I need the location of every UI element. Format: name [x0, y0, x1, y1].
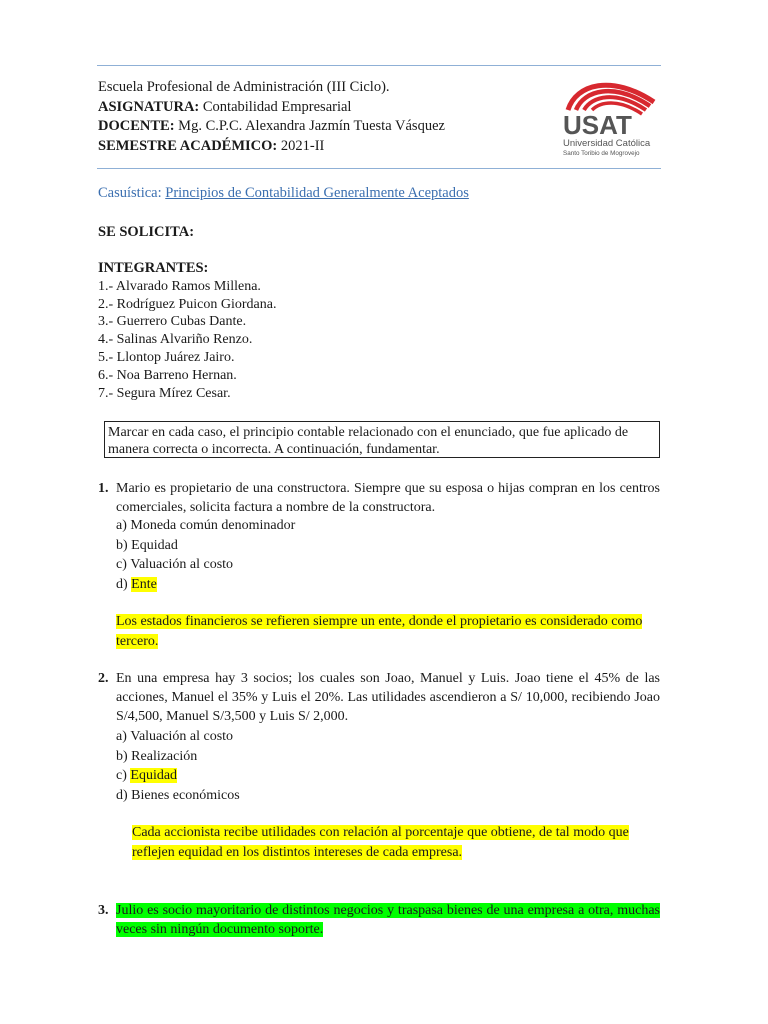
docente-line — [98, 117, 445, 137]
asignatura-line — [98, 98, 445, 118]
question-text: Mario es propietario de una constructora. Siempre que su esposa o hijas compran en los centros comerciales, solicita factura a nombre de la constructora. — [116, 481, 660, 515]
question-text: Julio es socio mayoritario de distintos negocios y traspasa bienes de una empresa a otra, muchas veces sin ningún documento soporte. — [116, 903, 660, 937]
integrante-item: 6.- Noa Barreno Hernan. — [98, 367, 237, 383]
header-top-rule — [97, 65, 661, 66]
question-2-options — [116, 727, 240, 805]
integrante-item: 4.- Salinas Alvariño Renzo. — [98, 332, 253, 348]
header-block — [98, 78, 445, 156]
option-c[interactable]: c) Valuación al costo — [116, 557, 234, 572]
logo-wordmark: USAT — [563, 110, 632, 140]
question-text: En una empresa hay 3 socios; los cuales son Joao, Manuel y Luis. Joao tiene el 45% de las acciones, Manuel el 35% y Luis el 20%. Las utilidades ascendieron a S/ 10,000, recibiendo Joao S/4,500, Manuel S/3,500 y Luis S/ 2,000. — [116, 671, 660, 724]
asignatura-label: ASIGNATURA: — [98, 98, 200, 115]
option-d[interactable]: d) Bienes económicos — [116, 787, 240, 803]
integrante-item: 5.- Llontop Juárez Jairo. — [98, 349, 235, 365]
casuistica-line — [98, 185, 469, 202]
option-b[interactable]: b) Equidad — [116, 537, 178, 553]
instructions-box: Marcar en cada caso, el principio contable relacionado con el enunciado, que fue aplicado de manera correcta o incorrecta. A continuación, fundamentar. — [104, 421, 660, 458]
option-a[interactable]: a) Valuación al costo — [116, 729, 234, 744]
question-number: 3. — [98, 903, 109, 918]
integrantes-title: INTEGRANTES: — [98, 260, 209, 276]
se-solicita-heading: SE SOLICITA: — [98, 224, 195, 240]
docente-label: DOCENTE: — [98, 118, 175, 134]
asignatura-value: Contabilidad Empresarial — [202, 98, 352, 115]
usat-logo — [562, 72, 662, 162]
question-number: 2. — [98, 671, 109, 686]
docente-value: Mg. C.P.C. Alexandra Jazmín Tuesta Vásquez — [178, 118, 445, 134]
header-bottom-rule — [97, 168, 661, 169]
question-1-options — [116, 516, 295, 594]
integrantes-block — [98, 260, 276, 402]
integrante-item: 2.- Rodríguez Puicon Giordana. — [98, 296, 277, 312]
integrante-item: 1.- Alvarado Ramos Millena. — [98, 278, 261, 294]
option-a[interactable]: a) Moneda común denominador — [116, 518, 296, 533]
casuistica-label: Casuística: — [98, 185, 162, 201]
question-1-explanation — [116, 612, 660, 651]
option-d[interactable]: d) Ente — [116, 576, 157, 592]
integrante-item: 7.- Segura Mírez Cesar. — [98, 385, 231, 401]
question-2-explanation — [132, 823, 652, 862]
integrante-item: 3.- Guerrero Cubas Dante. — [98, 314, 247, 330]
semestre-label: SEMESTRE ACADÉMICO: — [98, 137, 278, 154]
option-c[interactable]: c) Equidad — [116, 768, 178, 783]
semestre-value: 2021-II — [280, 137, 325, 154]
casuistica-link[interactable]: Principios de Contabilidad Generalmente Aceptados — [165, 185, 469, 201]
logo-line1: Universidad Católica — [563, 138, 651, 149]
semestre-line — [98, 137, 445, 157]
explanation-text: Los estados financieros se refieren siempre un ente, donde el propietario es considerado como tercero. — [116, 614, 643, 649]
option-b[interactable]: b) Realización — [116, 748, 198, 764]
explanation-text: Cada accionista recibe utilidades con relación al porcentaje que obtiene, de tal modo que reflejen equidad en los distintos intereses de cada empresa. — [132, 825, 629, 860]
logo-line2: Santo Toribio de Mogrovejo — [563, 150, 640, 157]
school-line: Escuela Profesional de Administración (III Ciclo). — [98, 79, 390, 95]
question-number: 1. — [98, 481, 109, 496]
